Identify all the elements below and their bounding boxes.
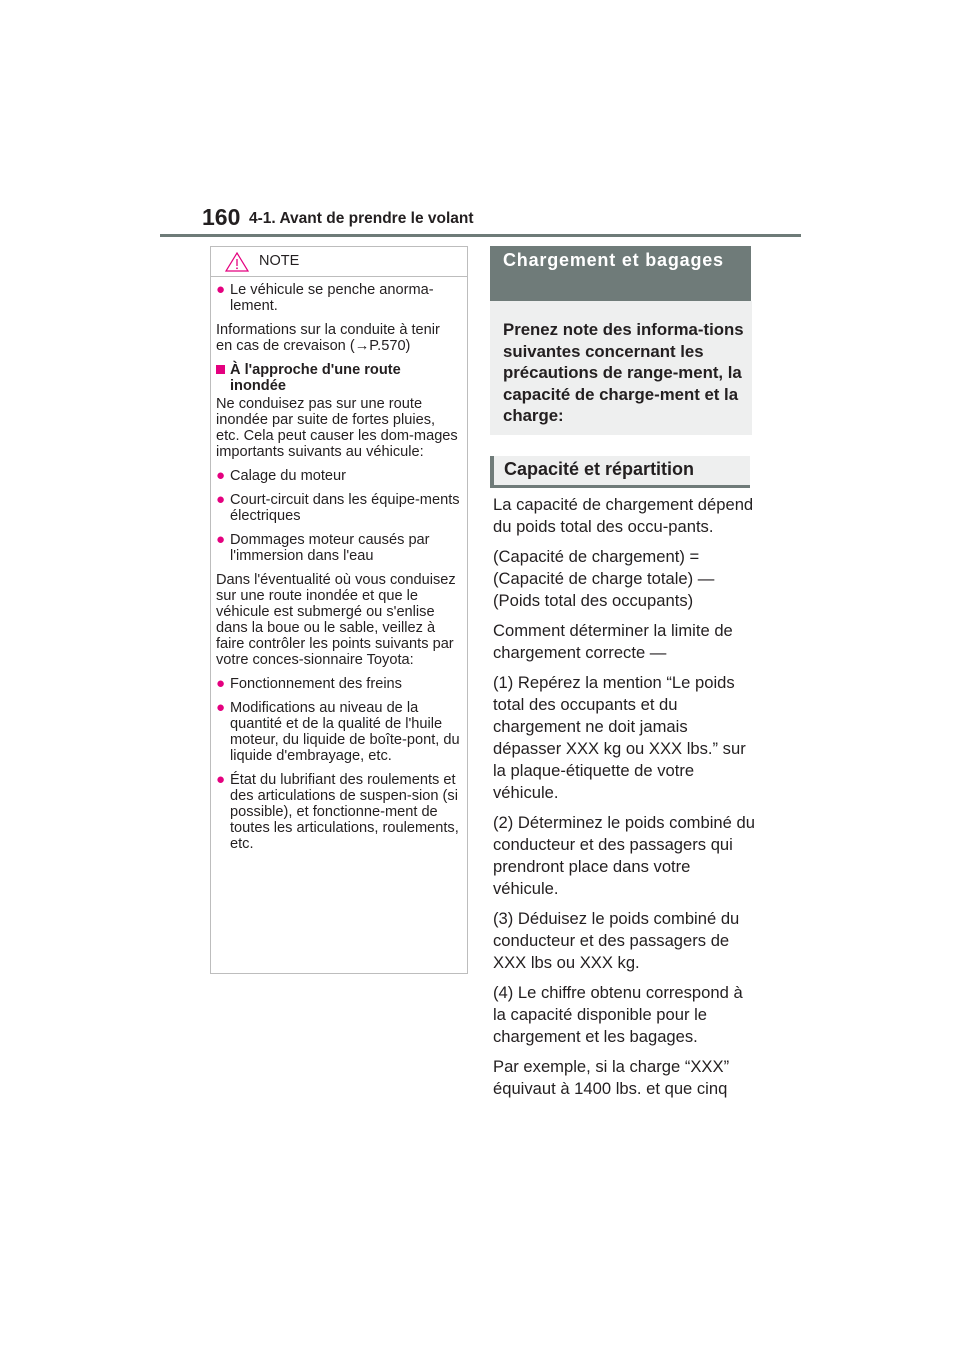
note-title: NOTE: [259, 253, 300, 269]
square-bullet-icon: [216, 362, 230, 394]
bullet-icon: ●: [216, 467, 226, 484]
note-header: [211, 247, 467, 277]
note-paragraph: Informations sur la conduite à tenir en cas de crevaison (→P.570): [216, 322, 440, 354]
list-item-text: Modifications au niveau de la quantité et de la qualité de l'huile moteur, du liquide de boîte-pont, du liquide d'embrayage, etc.: [230, 700, 460, 764]
intro-text: Prenez note des informa-tions suivantes concernant les précautions de range-ment, la capacité de charge-ment et la charge:: [503, 320, 744, 425]
note-body: [211, 277, 467, 852]
note-subheading: [216, 362, 460, 394]
list-item: [216, 772, 460, 852]
list-item-text: Court-circuit dans les équipe-ments électriques: [230, 492, 460, 524]
body-paragraph: (2) Déterminez le poids combiné du conducteur et des passagers qui prendront place dans votre véhicule.: [493, 813, 755, 898]
note-paragraph: Ne conduisez pas sur une route inondée par suite de fortes pluies, etc. Cela peut causer les dom-mages importants suivants au véhicule:: [216, 396, 458, 460]
body-paragraph: (Capacité de chargement) = (Capacité de charge totale) — (Poids total des occupants): [493, 547, 715, 610]
subsection-heading-box: [490, 456, 750, 488]
body-paragraph: (4) Le chiffre obtenu correspond à la capacité disponible pour le chargement et les bagages.: [493, 983, 743, 1046]
note-box: [210, 246, 468, 974]
body-column: [493, 494, 755, 1108]
section-heading: Chargement et bagages: [503, 250, 724, 270]
body-paragraph: Comment déterminer la limite de chargement correcte —: [493, 621, 733, 662]
list-item: [216, 700, 460, 764]
bullet-icon: ●: [216, 771, 226, 788]
bullet-icon: ●: [216, 281, 226, 298]
list-item: [216, 676, 460, 692]
header-rule: [160, 234, 801, 237]
list-item: [216, 492, 460, 524]
body-paragraph: La capacité de chargement dépend du poids total des occu-pants.: [493, 495, 754, 536]
list-item-text: Le véhicule se penche anorma-lement.: [230, 282, 434, 314]
bullet-icon: ●: [216, 675, 226, 692]
intro-box: [490, 301, 752, 435]
section-heading-band: [490, 246, 751, 301]
list-item-text: Dommages moteur causés par l'immersion dans l'eau: [230, 532, 430, 564]
note-paragraph: Dans l'éventualité où vous conduisez sur une route inondée et que le véhicule est submergé ou s'enlise dans la boue ou le sable, veillez à faire contrôler les points suivants par votre conces-sionnaire Toyota:: [216, 572, 456, 668]
bullet-icon: ●: [216, 531, 226, 548]
body-paragraph: (3) Déduisez le poids combiné du conducteur et des passagers de XXX lbs ou XXX kg.: [493, 909, 740, 972]
body-paragraph: Par exemple, si la charge “XXX” équivaut à 1400 lbs. et que cinq: [493, 1057, 730, 1098]
warning-triangle-icon: [225, 252, 249, 272]
note-subheading-text: À l'approche d'une route inondée: [230, 362, 401, 394]
page-number: 160: [202, 204, 241, 230]
subsection-heading: Capacité et répartition: [504, 459, 695, 479]
chapter-title: 4-1. Avant de prendre le volant: [249, 210, 474, 227]
body-paragraph: (1) Repérez la mention “Le poids total des occupants et du chargement ne doit jamais dépasser XXX kg ou XXX lbs.” sur la plaque-étiquette de votre véhicule.: [493, 673, 746, 802]
list-item: [216, 468, 460, 484]
page-header: [202, 204, 802, 234]
list-item: [216, 282, 460, 314]
list-item-text: Fonctionnement des freins: [230, 676, 402, 692]
bullet-icon: ●: [216, 491, 226, 508]
bullet-icon: ●: [216, 699, 226, 716]
list-item-text: État du lubrifiant des roulements et des articulations de suspen-sion (si possible), et fonctionne-ment de toutes les articulations, roulements, etc.: [230, 772, 459, 852]
list-item-text: Calage du moteur: [230, 468, 347, 484]
list-item: [216, 532, 460, 564]
